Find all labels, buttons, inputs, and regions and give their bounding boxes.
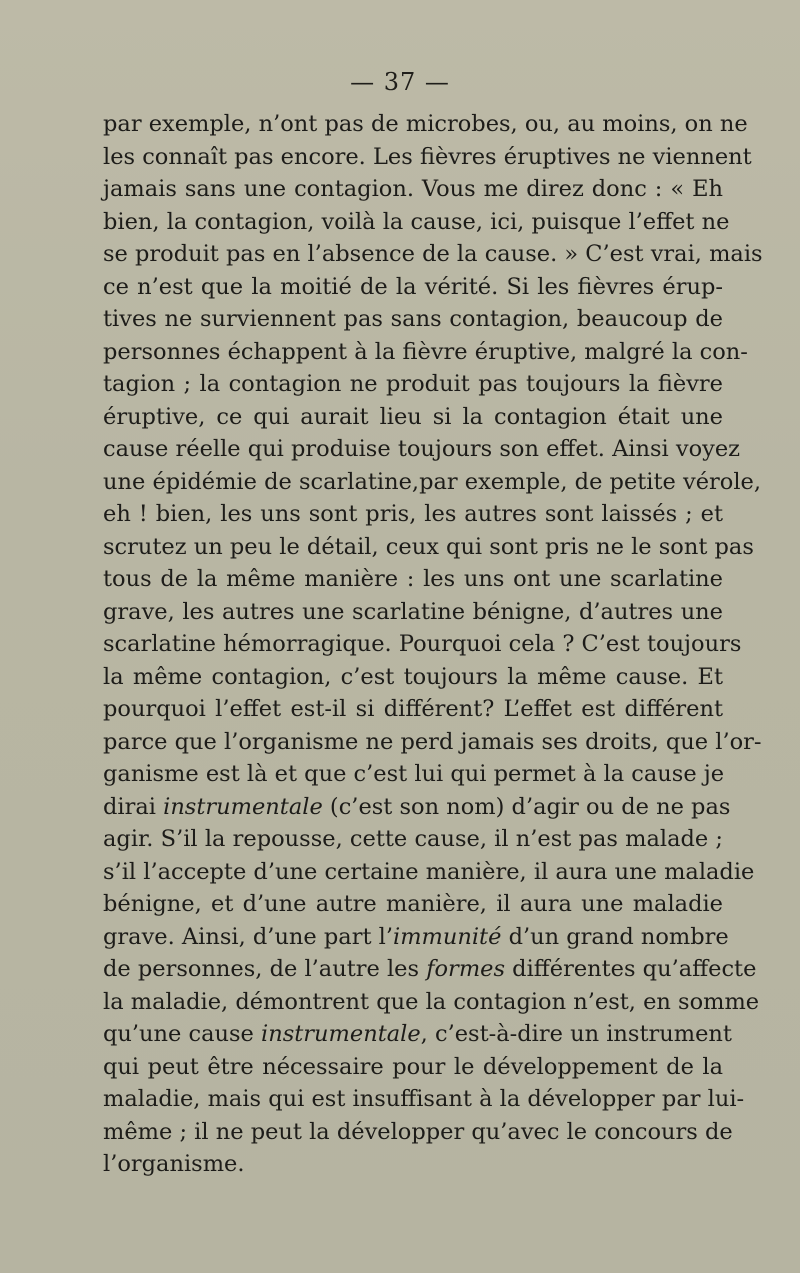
text-segment: (c’est son nom) d’agir ou de ne pas <box>322 793 731 820</box>
text-segment: qu’une cause <box>103 1021 262 1047</box>
text-line: se produit pas en l’absence de la cause. » C’est vrai, mais <box>103 241 763 267</box>
text-line: éruptive, ce qui aurait lieu si la contagion était une <box>103 403 723 430</box>
text-segment: , c’est-à-dire un instrument <box>420 1021 732 1047</box>
italic-term: formes <box>426 956 506 982</box>
text-line: la même contagion, c’est toujours la même cause. Et <box>103 663 723 690</box>
text-line: qui peut être nécessaire pour le développement de la <box>103 1053 723 1080</box>
italic-term: instrumentale <box>261 1021 421 1047</box>
text-line: eh ! bien, les uns sont pris, les autres sont laissés ; et <box>103 501 723 527</box>
text-line: scarlatine hémorragique. Pourquoi cela ? C’est toujours <box>103 631 742 657</box>
text-line: tives ne surviennent pas sans contagion, beaucoup de <box>103 306 723 332</box>
page-number: — 37 — <box>350 68 450 96</box>
text-line <box>103 1018 732 1051</box>
italic-term: instrumentale <box>163 793 323 820</box>
text-line: tous de la même manière : les uns ont une scarlatine <box>103 566 723 592</box>
text-segment: différentes qu’affecte <box>505 956 757 982</box>
text-segment: de personnes, de l’autre les <box>103 956 427 982</box>
text-line: par exemple, n’ont pas de microbes, ou, au moins, on ne <box>103 111 748 137</box>
text-line: jamais sans une contagion. Vous me direz donc : « Eh <box>103 176 723 202</box>
text-line: une épidémie de scarlatine,par exemple, de petite vérole, <box>103 468 762 495</box>
text-line: bien, la contagion, voilà la cause, ici, puisque l’effet ne <box>103 208 730 235</box>
text-line: grave, les autres une scarlatine bénigne, d’autres une <box>103 598 723 625</box>
text-line: pourquoi l’effet est-il si différent? L’effet est différent <box>103 696 723 722</box>
text-line <box>103 953 757 986</box>
text-line: agir. S’il la repousse, cette cause, il n’est pas malade ; <box>103 826 723 852</box>
text-line: tagion ; la contagion ne produit pas toujours la fièvre <box>103 371 723 397</box>
text-segment: d’un grand nombre <box>501 923 729 950</box>
text-line: ce n’est que la moitié de la vérité. Si les fièvres érup- <box>103 273 723 300</box>
text-line: cause réelle qui produise toujours son effet. Ainsi voyez <box>103 436 741 462</box>
text-line: bénigne, et d’une autre manière, il aura une maladie <box>103 891 723 917</box>
text-line: la maladie, démontrent que la contagion n’est, en somme <box>103 988 760 1015</box>
text-line: parce que l’organisme ne perd jamais ses droits, que l’or- <box>103 728 762 755</box>
text-segment: grave. Ainsi, d’une part l’ <box>103 923 394 950</box>
text-line: scrutez un peu le détail, ceux qui sont pris ne le sont pas <box>103 533 754 560</box>
text-line: même ; il ne peut la développer qu’avec le concours de <box>103 1118 733 1145</box>
italic-term: immunité <box>393 923 502 950</box>
text-line <box>103 921 729 954</box>
text-line: maladie, mais qui est insuffisant à la développer par lui- <box>103 1086 745 1112</box>
text-line: l’organisme. <box>103 1151 245 1177</box>
text-line: ganisme est là et que c’est lui qui permet à la cause je <box>103 761 725 787</box>
text-line: s’il l’accepte d’une certaine manière, il aura une maladie <box>103 858 755 885</box>
text-segment: dirai <box>103 793 164 820</box>
text-line <box>103 791 731 824</box>
body-text <box>103 108 763 1181</box>
text-line: personnes échappent à la fièvre éruptive, malgré la con- <box>103 338 748 365</box>
text-line: les connaît pas encore. Les fièvres éruptives ne viennent <box>103 143 752 170</box>
